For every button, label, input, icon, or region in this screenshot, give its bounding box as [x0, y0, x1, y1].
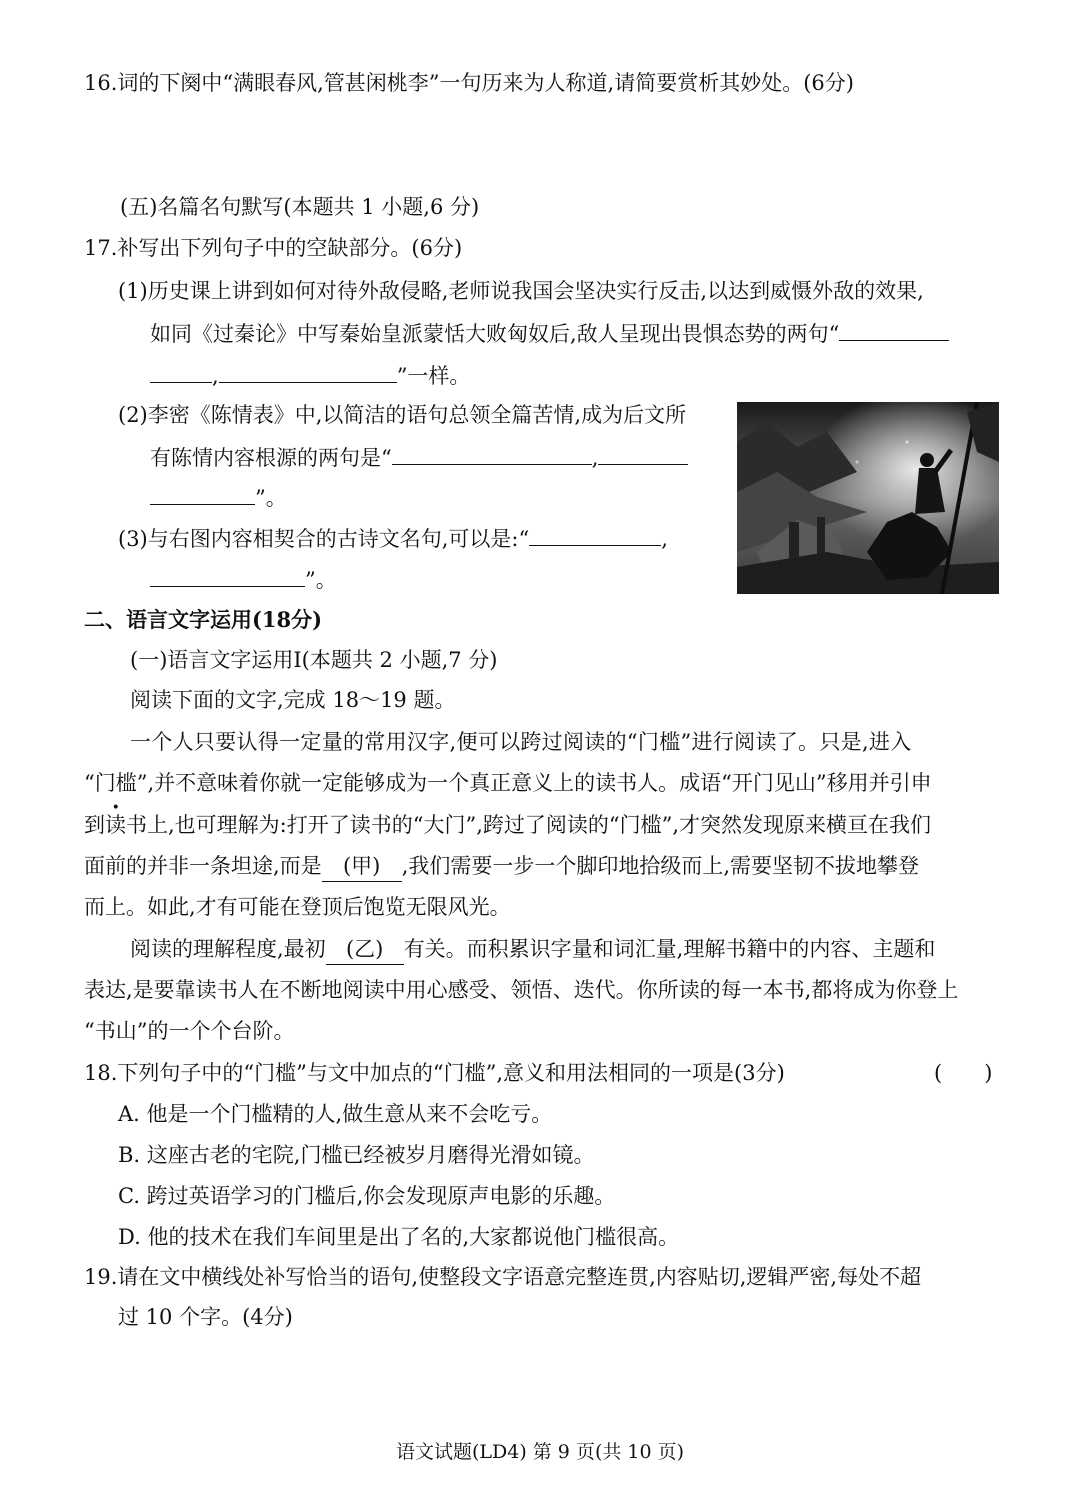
- question-17: 17.补写出下列句子中的空缺部分。(6分): [84, 236, 463, 260]
- question-18-answer-bracket[interactable]: ( ): [934, 1061, 993, 1085]
- battle-scene-image: [737, 402, 999, 594]
- part-2-heading: 二、语言文字运用(18分): [84, 607, 323, 632]
- passage-p2-line1-pre: 阅读的理解程度,最初: [130, 937, 326, 961]
- reading-instruction: 阅读下面的文字,完成 18～19 题。: [130, 688, 456, 712]
- q17-2-line1: (2)李密《陈情表》中,以简洁的语句总领全篇苦情,成为后文所: [118, 403, 687, 427]
- passage-p1-line4-post: ,我们需要一步一个脚印地拾级而上,需要坚韧不拔地攀登: [401, 854, 920, 878]
- passage-p1-line2-rest: ”,并不意味着你就一定能够成为一个真正意义上的读书人。成语“开门见山”移用并引申: [136, 771, 932, 795]
- question-16: 16.词的下阕中“满眼春风,管甚闲桃李”一句历来为人称道,请简要赏析其妙处。(6分): [84, 71, 854, 95]
- q17-2-comma: ,: [591, 446, 599, 470]
- section-5-heading: (五)名篇名句默写(本题共 1 小题,6 分): [120, 195, 480, 219]
- q17-1-line1: (1)历史课上讲到如何对待外敌侵略,老师说我国会坚决实行反击,以达到威慑外敌的效果,: [118, 279, 924, 303]
- q17-3-tail: ”。: [305, 568, 337, 592]
- q17-1-line3: [150, 360, 470, 391]
- q17-1-blank-1-cont[interactable]: [150, 360, 212, 383]
- passage-p1-line2: [84, 768, 932, 798]
- page-footer: 语文试题(LD4) 第 9 页(共 10 页): [395, 1441, 685, 1463]
- q17-2-blank-1[interactable]: [392, 442, 592, 465]
- q17-3-blank-2[interactable]: [150, 564, 305, 587]
- q17-3-line1-text: (3)与右图内容相契合的古诗文名句,可以是:“: [118, 527, 530, 551]
- passage-p1-line5: 而上。如此,才有可能在登顶后饱览无限风光。: [84, 895, 511, 919]
- subsection-1-heading: (一)语言文字运用Ⅰ(本题共 2 小题,7 分): [130, 648, 498, 672]
- q18-option-b[interactable]: B. 这座古老的宅院,门槛已经被岁月磨得光滑如镜。: [118, 1143, 595, 1167]
- battle-scene-illustration: [737, 402, 999, 594]
- blank-yi[interactable]: (乙): [326, 934, 404, 965]
- q17-1-line2: [150, 318, 949, 349]
- q17-3-blank-1[interactable]: [529, 523, 661, 546]
- passage-p1-line3: 到读书上,也可理解为:打开了读书的“大门”,跨过了阅读的“门槛”,才突然发现原来横亘在我们: [84, 813, 932, 837]
- question-19-line1: 19.请在文中横线处补写恰当的语句,使整段文字语意完整连贯,内容贴切,逻辑严密,每处不超: [84, 1265, 922, 1289]
- passage-p1-line4: [84, 851, 919, 882]
- q17-2-blank-2[interactable]: [598, 442, 688, 465]
- q18-option-c[interactable]: C. 跨过英语学习的门槛后,你会发现原声电影的乐趣。: [118, 1184, 616, 1208]
- q17-1-line2-text: 如同《过秦论》中写秦始皇派蒙恬大败匈奴后,敌人呈现出畏惧态势的两句“: [150, 322, 840, 346]
- q17-2-line2: [150, 442, 688, 473]
- blank-jia[interactable]: (甲): [322, 851, 402, 882]
- passage-p2-line1-post: 有关。而积累识字量和词汇量,理解书籍中的内容、主题和: [403, 937, 936, 961]
- passage-p2-line1: [130, 934, 935, 965]
- passage-p1-line2-quote: “: [84, 771, 95, 795]
- q17-2-line2-text: 有陈情内容根源的两句是“: [150, 446, 392, 470]
- q17-2-line3: [150, 482, 287, 513]
- q17-2-tail: ”。: [255, 486, 287, 510]
- passage-p1-line1: 一个人只要认得一定量的常用汉字,便可以跨过阅读的“门槛”进行阅读了。只是,进入: [130, 730, 912, 754]
- q17-3-comma: ,: [661, 527, 668, 551]
- dotted-word-menkan: 门槛: [94, 771, 137, 795]
- q17-3-line1: [118, 523, 668, 554]
- q17-2-blank-2-cont[interactable]: [150, 482, 255, 505]
- question-18-stem: 18.下列句子中的“门槛”与文中加点的“门槛”,意义和用法相同的一项是(3分): [84, 1061, 785, 1085]
- passage-p1-line4-pre: 面前的并非一条坦途,而是: [84, 854, 322, 878]
- question-19-line2: 过 10 个字。(4分): [118, 1305, 293, 1329]
- q17-1-blank-1[interactable]: [839, 318, 949, 341]
- q18-option-d[interactable]: D. 他的技术在我们车间里是出了名的,大家都说他门槛很高。: [118, 1225, 680, 1249]
- q18-option-a[interactable]: A. 他是一个门槛精的人,做生意从来不会吃亏。: [118, 1102, 553, 1126]
- q17-1-comma: ,: [212, 364, 219, 388]
- passage-p2-line2: 表达,是要靠读书人在不断地阅读中用心感受、领悟、迭代。你所读的每一本书,都将成为你登上: [84, 978, 959, 1002]
- passage-p2-line3: “书山”的一个个台阶。: [84, 1019, 295, 1043]
- q17-3-line2: [150, 564, 337, 595]
- q17-1-tail: ”一样。: [396, 364, 471, 388]
- q17-1-blank-2[interactable]: [219, 360, 397, 383]
